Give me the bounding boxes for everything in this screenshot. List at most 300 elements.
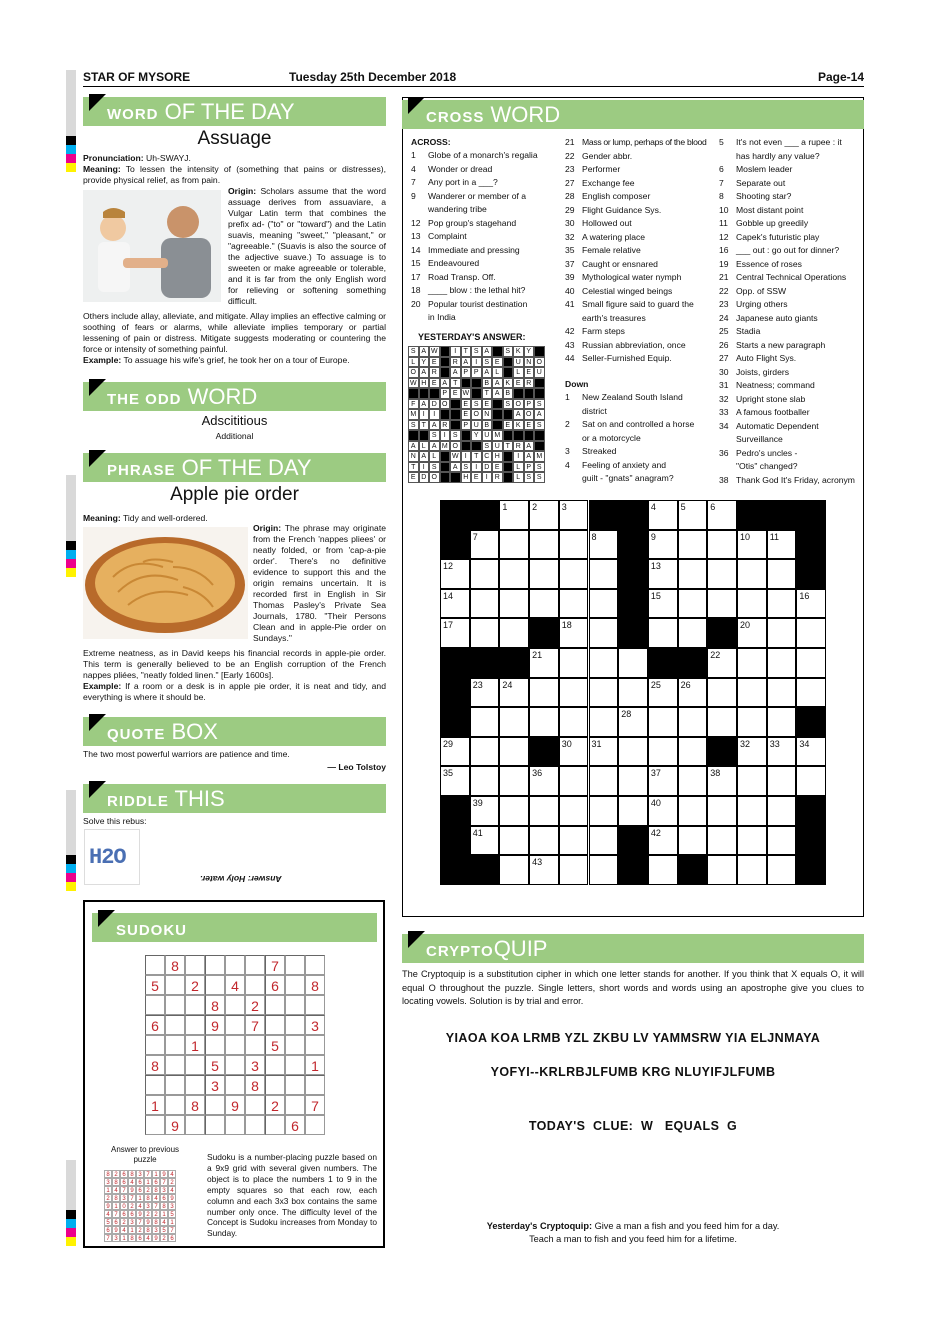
crossword-cell[interactable]	[767, 707, 797, 737]
crossword-cell[interactable]	[678, 589, 708, 619]
sudoku-cell[interactable]	[285, 1015, 305, 1035]
answer-cell: A	[513, 409, 524, 420]
sudoku-cell[interactable]: 3	[305, 1015, 325, 1035]
crossword-cell[interactable]	[648, 589, 678, 619]
answer-cell: A	[461, 357, 472, 368]
sudoku-cell[interactable]	[285, 1055, 305, 1075]
answer-cell: E	[482, 399, 493, 410]
crossword-cell[interactable]	[707, 855, 737, 885]
answer-cell: L	[513, 367, 524, 378]
crossword-cell[interactable]	[499, 618, 529, 648]
crossword-cell[interactable]	[648, 559, 678, 589]
crossword-cell[interactable]	[529, 855, 559, 885]
crossword-cell	[529, 618, 559, 648]
crossword-cell[interactable]	[767, 618, 797, 648]
sudoku-cell[interactable]	[145, 1115, 165, 1135]
crossword-cell	[678, 855, 708, 885]
crossword-cell[interactable]	[678, 530, 708, 560]
previous-answer-cell: 6	[104, 1226, 112, 1234]
crossword-cell[interactable]	[648, 530, 678, 560]
answer-cell	[534, 430, 545, 441]
previous-answer-cell: 3	[144, 1202, 152, 1210]
sudoku-cell[interactable]	[285, 1035, 305, 1055]
clue: 4 Wonder or dread	[411, 163, 493, 174]
clue: 42 Farm steps	[565, 326, 625, 336]
crossword-cell[interactable]	[589, 766, 619, 796]
crossword-cell[interactable]	[559, 500, 589, 530]
sudoku-cell[interactable]	[185, 1015, 205, 1035]
crossword-cell[interactable]	[707, 589, 737, 619]
crossword-cell[interactable]	[796, 678, 826, 708]
clue-number: 3	[561, 502, 567, 512]
previous-answer-cell: 6	[136, 1186, 144, 1194]
apple-pie-photo	[83, 527, 248, 639]
clue-number: 35	[443, 768, 454, 779]
answer-cell: R	[524, 378, 535, 389]
previous-answer-cell: 1	[128, 1226, 136, 1234]
sudoku-cell[interactable]: 6	[285, 1115, 305, 1135]
crossword-cell[interactable]	[767, 589, 797, 619]
clue: 10 Most distant point	[719, 204, 804, 215]
crossword-cell[interactable]	[589, 678, 619, 708]
sudoku-cell[interactable]	[265, 1115, 285, 1135]
crossword-cell[interactable]	[559, 648, 589, 678]
clue: 33 A famous footballer	[719, 407, 810, 417]
sudoku-cell[interactable]	[165, 1075, 185, 1095]
crossword-cell[interactable]	[529, 589, 559, 619]
crossword-cell[interactable]	[529, 500, 559, 530]
crossword-cell[interactable]	[648, 766, 678, 796]
previous-answer-cell: 6	[120, 1178, 128, 1186]
crossword-cell[interactable]	[559, 796, 589, 826]
crossword-cell[interactable]	[796, 737, 826, 767]
sudoku-cell[interactable]: 2	[265, 1095, 285, 1115]
sudoku-cell[interactable]: 8	[145, 1055, 165, 1075]
sudoku-cell[interactable]	[305, 1035, 325, 1055]
quote-author: — Leo Tolstoy	[327, 762, 386, 772]
crossword-cell[interactable]	[737, 618, 767, 648]
crossword-cell[interactable]	[648, 796, 678, 826]
answer-cell: F	[408, 399, 419, 410]
crossword-cell[interactable]	[707, 766, 737, 796]
answer-cell: I	[471, 462, 482, 473]
crossword-cell[interactable]	[529, 707, 559, 737]
crossword-cell[interactable]	[470, 766, 500, 796]
sudoku-cell[interactable]: 5	[265, 1035, 285, 1055]
crossword-cell[interactable]	[707, 678, 737, 708]
crossword-cell[interactable]	[737, 855, 767, 885]
crossword-cell[interactable]	[559, 766, 589, 796]
sudoku-cell[interactable]: 6	[145, 1015, 165, 1035]
crossword-cell[interactable]	[767, 530, 797, 560]
crossword-cell[interactable]	[707, 796, 737, 826]
sudoku-cell[interactable]	[305, 1115, 325, 1135]
sudoku-cell[interactable]	[285, 955, 305, 975]
answer-cell	[503, 409, 514, 420]
crossword-cell[interactable]	[648, 500, 678, 530]
crossword-cell[interactable]	[589, 530, 619, 560]
crossword-cell[interactable]	[618, 737, 648, 767]
crossword-cell[interactable]	[767, 826, 797, 856]
crossword-cell	[440, 707, 470, 737]
clue-number: 9	[650, 531, 656, 542]
rebus-text: H2O	[89, 845, 126, 870]
crossword-cell[interactable]	[499, 589, 529, 619]
crossword-cell	[707, 618, 737, 648]
crossword-cell[interactable]	[707, 826, 737, 856]
clue: 21 Mass or lump, perhaps of the blood	[565, 137, 707, 147]
crossword-cell[interactable]	[737, 826, 767, 856]
crossword-cell[interactable]	[767, 648, 797, 678]
crossword-cell[interactable]	[589, 618, 619, 648]
answer-cell: S	[408, 346, 419, 357]
crossword-cell[interactable]	[767, 796, 797, 826]
clue: 27 Auto Flight Sys.	[719, 353, 797, 363]
sudoku-cell[interactable]: 7	[265, 955, 285, 975]
word-meaning: Meaning: To lessen the intensity of (something that pains or distresses), provide physical relief, as from pain.	[83, 164, 386, 185]
answer-cell: T	[471, 451, 482, 462]
sudoku-cell[interactable]	[285, 1095, 305, 1115]
sudoku-cell[interactable]	[225, 1015, 245, 1035]
sudoku-cell[interactable]	[165, 995, 185, 1015]
sudoku-cell[interactable]: 2	[185, 975, 205, 995]
answer-cell	[492, 346, 503, 357]
crossword-cell[interactable]	[499, 855, 529, 885]
sudoku-cell[interactable]: 5	[205, 1055, 225, 1075]
clue: 11 Gobble up greedily	[719, 218, 809, 228]
answer-cell	[503, 430, 514, 441]
crossword-cell[interactable]	[470, 826, 500, 856]
word-example: Example: To assuage his wife's grief, he took her on a tour of Europe.	[83, 355, 350, 365]
sudoku-cell[interactable]	[185, 1075, 205, 1095]
sudoku-cell[interactable]	[185, 995, 205, 1015]
sudoku-cell[interactable]	[245, 1115, 265, 1135]
sudoku-cell[interactable]	[145, 955, 165, 975]
sudoku-cell[interactable]: 9	[165, 1115, 185, 1135]
sudoku-cell[interactable]: 2	[245, 995, 265, 1015]
clue: 18 ____ blow : the lethal hit?	[411, 285, 526, 295]
crossword-cell[interactable]	[499, 766, 529, 796]
crossword-cell[interactable]	[559, 707, 589, 737]
crossword-cell[interactable]	[648, 826, 678, 856]
crossword-cell[interactable]	[559, 855, 589, 885]
sudoku-cell[interactable]	[165, 1095, 185, 1115]
sudoku-cell[interactable]	[145, 1035, 165, 1055]
crossword-cell[interactable]	[499, 826, 529, 856]
crossword-cell[interactable]	[737, 530, 767, 560]
crossword-cell[interactable]	[559, 826, 589, 856]
crossword-cell[interactable]	[767, 559, 797, 589]
answer-cell: A	[492, 388, 503, 399]
sudoku-cell[interactable]: 9	[205, 1015, 225, 1035]
crossword-cell[interactable]	[648, 855, 678, 885]
crossword-cell[interactable]	[589, 855, 619, 885]
crossword-cell[interactable]	[559, 530, 589, 560]
crossword-cell	[440, 855, 470, 885]
crossword-cell[interactable]	[440, 559, 470, 589]
sudoku-cell[interactable]	[245, 955, 265, 975]
sudoku-cell[interactable]	[205, 955, 225, 975]
sudoku-cell[interactable]	[165, 1035, 185, 1055]
sudoku-cell[interactable]	[305, 1075, 325, 1095]
crossword-cell[interactable]	[737, 737, 767, 767]
sudoku-cell[interactable]	[305, 995, 325, 1015]
answer-cell: T	[482, 388, 493, 399]
crossword-cell[interactable]	[470, 618, 500, 648]
sudoku-cell[interactable]	[145, 1075, 165, 1095]
answer-cell: R	[492, 472, 503, 483]
previous-answer-cell: 3	[160, 1186, 168, 1194]
crossword-cell[interactable]	[737, 589, 767, 619]
crossword-cell[interactable]	[499, 737, 529, 767]
crossword-cell[interactable]	[589, 559, 619, 589]
crossword-cell[interactable]	[499, 707, 529, 737]
previous-answer-cell: 5	[160, 1226, 168, 1234]
sudoku-cell[interactable]: 5	[145, 975, 165, 995]
crossword-cell[interactable]	[529, 530, 559, 560]
crossword-cell[interactable]	[559, 737, 589, 767]
crossword-cell[interactable]	[678, 737, 708, 767]
crossword-cell[interactable]	[589, 826, 619, 856]
sudoku-cell[interactable]	[225, 1055, 245, 1075]
answer-cell: H	[419, 378, 430, 389]
crossword-cell[interactable]	[707, 559, 737, 589]
crossword-cell[interactable]	[678, 796, 708, 826]
clue-number: 26	[680, 679, 691, 690]
clue-number: 2	[532, 502, 538, 512]
crossword-cell[interactable]	[559, 559, 589, 589]
sudoku-cell[interactable]	[245, 1095, 265, 1115]
across-heading: ACROSS:	[411, 137, 451, 147]
crossword-cell[interactable]	[499, 559, 529, 589]
clue: 21 Central Technical Operations	[719, 272, 847, 282]
crossword-cell[interactable]	[648, 707, 678, 737]
crossword-cell[interactable]	[737, 559, 767, 589]
crossword-cell[interactable]	[440, 766, 470, 796]
sudoku-cell[interactable]	[225, 1115, 245, 1135]
sudoku-cell[interactable]	[285, 995, 305, 1015]
sudoku-cell[interactable]	[285, 975, 305, 995]
answer-cell: O	[450, 441, 461, 452]
cryptoquip-intro: The Cryptoquip is a substitution cipher in which one letter stands for another. If you think that X equals O, it will equal O throughout the puzzle. Single letters, short words and words using an apostrophe give you clues to locating vowels. Solution is by trial and error.	[402, 969, 864, 1006]
crossword-cell[interactable]	[648, 618, 678, 648]
crossword-cell[interactable]	[737, 678, 767, 708]
crossword-cell[interactable]	[618, 796, 648, 826]
sudoku-cell[interactable]: 9	[225, 1095, 245, 1115]
sudoku-cell[interactable]: 1	[305, 1055, 325, 1075]
sudoku-cell[interactable]: 1	[145, 1095, 165, 1115]
crossword-cell[interactable]	[589, 796, 619, 826]
previous-answer-cell: 9	[152, 1234, 160, 1242]
crossword-cell[interactable]	[529, 648, 559, 678]
crossword-cell[interactable]	[767, 766, 797, 796]
word-origin: Origin: Scholars assume that the word assuage derives from assuaviare, a Vulgar Latin term that combines the prefix ad- ("to" or "toward") and the Latin suavis, meaning "sweet," "pleasant," or "agreeable." (Suavis is also the source of the adjective suave.) To assuage is to sweeten or make agreeable or tolerable, and it is far from the only English word for relieving or softening something difficult.	[228, 186, 386, 306]
sudoku-cell[interactable]: 7	[245, 1015, 265, 1035]
clue: 31 Neatness; command	[719, 380, 815, 390]
crossword-cell[interactable]	[529, 678, 559, 708]
phrase-banner: PHRASE OF THE DAY	[83, 453, 386, 482]
crossword-cell[interactable]	[678, 678, 708, 708]
sudoku-cell[interactable]: 7	[305, 1095, 325, 1115]
answer-cell: L	[408, 357, 419, 368]
sudoku-cell[interactable]	[185, 955, 205, 975]
answer-cell	[503, 451, 514, 462]
crossword-cell[interactable]	[499, 678, 529, 708]
sudoku-cell[interactable]	[265, 1075, 285, 1095]
crossword-cell[interactable]	[707, 648, 737, 678]
crossword-cell[interactable]	[707, 500, 737, 530]
crossword-cell[interactable]	[678, 500, 708, 530]
crossword-cell[interactable]	[767, 737, 797, 767]
answer-cell: S	[534, 462, 545, 473]
crossword-cell[interactable]	[559, 618, 589, 648]
crossword-cell[interactable]	[618, 766, 648, 796]
crossword-cell[interactable]	[589, 589, 619, 619]
answer-cell	[440, 451, 451, 462]
sudoku-cell[interactable]	[145, 995, 165, 1015]
crossword-cell[interactable]	[529, 826, 559, 856]
crossword-cell[interactable]	[529, 559, 559, 589]
crossword-cell[interactable]	[796, 589, 826, 619]
page-number: Page-14	[817, 70, 864, 84]
sudoku-cell[interactable]: 8	[185, 1095, 205, 1115]
crossword-cell[interactable]	[529, 766, 559, 796]
crossword-cell[interactable]	[737, 796, 767, 826]
clue: wandering tribe	[428, 204, 487, 214]
crossword-cell	[529, 737, 559, 767]
sudoku-cell[interactable]	[225, 1035, 245, 1055]
crossword-cell	[648, 648, 678, 678]
answer-cell: E	[450, 388, 461, 399]
sudoku-cell[interactable]	[205, 975, 225, 995]
sudoku-cell[interactable]	[265, 1015, 285, 1035]
crossword-cell[interactable]	[589, 737, 619, 767]
sudoku-cell[interactable]	[165, 1015, 185, 1035]
clue-number: 31	[591, 738, 602, 749]
sudoku-cell[interactable]	[225, 1075, 245, 1095]
crossword-cell[interactable]	[470, 589, 500, 619]
crossword-cell[interactable]	[796, 618, 826, 648]
sudoku-cell[interactable]: 1	[185, 1035, 205, 1055]
previous-answer-cell: 1	[160, 1210, 168, 1218]
sudoku-cell[interactable]: 3	[205, 1075, 225, 1095]
clue-number: 4	[650, 502, 656, 512]
sudoku-cell[interactable]	[205, 1035, 225, 1055]
sudoku-cell[interactable]	[225, 995, 245, 1015]
sudoku-cell[interactable]	[245, 1035, 265, 1055]
crossword-cell[interactable]	[559, 678, 589, 708]
crossword-cell[interactable]	[678, 618, 708, 648]
crossword-cell[interactable]	[470, 530, 500, 560]
crossword-cell[interactable]	[470, 678, 500, 708]
answer-cell: H	[461, 472, 472, 483]
crossword-cell[interactable]	[559, 589, 589, 619]
crossword-cell[interactable]	[678, 766, 708, 796]
crossword-cell[interactable]	[618, 648, 648, 678]
crossword-cell[interactable]	[529, 796, 559, 826]
sudoku-cell[interactable]	[285, 1075, 305, 1095]
previous-answer-cell: 2	[136, 1226, 144, 1234]
clue-number: 5	[680, 502, 686, 512]
crossword-cell[interactable]	[470, 796, 500, 826]
crossword-cell[interactable]	[707, 530, 737, 560]
crossword-cell[interactable]	[707, 707, 737, 737]
previous-answer-cell: 9	[128, 1186, 136, 1194]
answer-cell: A	[534, 409, 545, 420]
sudoku-cell[interactable]	[305, 955, 325, 975]
crossword-cell[interactable]	[470, 707, 500, 737]
sudoku-cell[interactable]	[185, 1115, 205, 1135]
clue: 13 Complaint	[411, 231, 467, 241]
crossword-cell[interactable]	[796, 766, 826, 796]
sudoku-cell[interactable]: 8	[165, 955, 185, 975]
crossword-cell[interactable]	[796, 648, 826, 678]
crossword-cell[interactable]	[499, 796, 529, 826]
clue: district	[582, 405, 607, 416]
crossword-cell[interactable]	[470, 559, 500, 589]
sudoku-cell[interactable]: 8	[305, 975, 325, 995]
crossword-cell[interactable]	[499, 500, 529, 530]
crossword-cell[interactable]	[767, 678, 797, 708]
sudoku-cell[interactable]	[165, 975, 185, 995]
crossword-cell[interactable]	[678, 559, 708, 589]
answer-cell: S	[524, 472, 535, 483]
sudoku-cell[interactable]	[265, 1055, 285, 1075]
crossword-cell[interactable]	[737, 707, 767, 737]
answer-cell: I	[419, 462, 430, 473]
crossword-cell[interactable]	[618, 678, 648, 708]
crossword-cell[interactable]	[470, 737, 500, 767]
crossword-cell[interactable]	[499, 530, 529, 560]
crossword-cell[interactable]	[737, 648, 767, 678]
sudoku-cell[interactable]	[245, 975, 265, 995]
sudoku-cell[interactable]	[185, 1055, 205, 1075]
sudoku-cell[interactable]	[205, 1115, 225, 1135]
sudoku-cell[interactable]	[165, 1055, 185, 1075]
crossword-cell	[470, 648, 500, 678]
crossword-cell	[678, 648, 708, 678]
crossword-cell[interactable]	[589, 707, 619, 737]
sudoku-cell[interactable]	[265, 995, 285, 1015]
across-clues-col2	[565, 136, 715, 366]
crossword-cell[interactable]	[440, 589, 470, 619]
sudoku-cell[interactable]: 8	[205, 995, 225, 1015]
crossword-cell[interactable]	[618, 707, 648, 737]
crossword-cell[interactable]	[767, 855, 797, 885]
crossword-cell[interactable]	[648, 678, 678, 708]
answer-cell: D	[429, 399, 440, 410]
sudoku-cell[interactable]: 3	[245, 1055, 265, 1075]
crossword-cell[interactable]	[440, 737, 470, 767]
crossword-cell[interactable]	[589, 648, 619, 678]
crossword-cell[interactable]	[678, 826, 708, 856]
sudoku-cell[interactable]: 6	[265, 975, 285, 995]
sudoku-cell[interactable]	[205, 1095, 225, 1115]
crossword-cell[interactable]	[678, 707, 708, 737]
answer-cell	[461, 441, 472, 452]
crossword-cell[interactable]	[737, 766, 767, 796]
answer-cell	[492, 409, 503, 420]
answer-cell	[503, 472, 514, 483]
answer-cell: S	[461, 462, 472, 473]
crossword-cell[interactable]	[648, 737, 678, 767]
crossword-cell[interactable]	[440, 618, 470, 648]
sudoku-cell[interactable]	[225, 955, 245, 975]
sudoku-cell[interactable]: 8	[245, 1075, 265, 1095]
sudoku-cell[interactable]: 4	[225, 975, 245, 995]
clue-number: 22	[710, 650, 721, 660]
clue: 2 Sat on and controlled a horse	[565, 419, 695, 429]
